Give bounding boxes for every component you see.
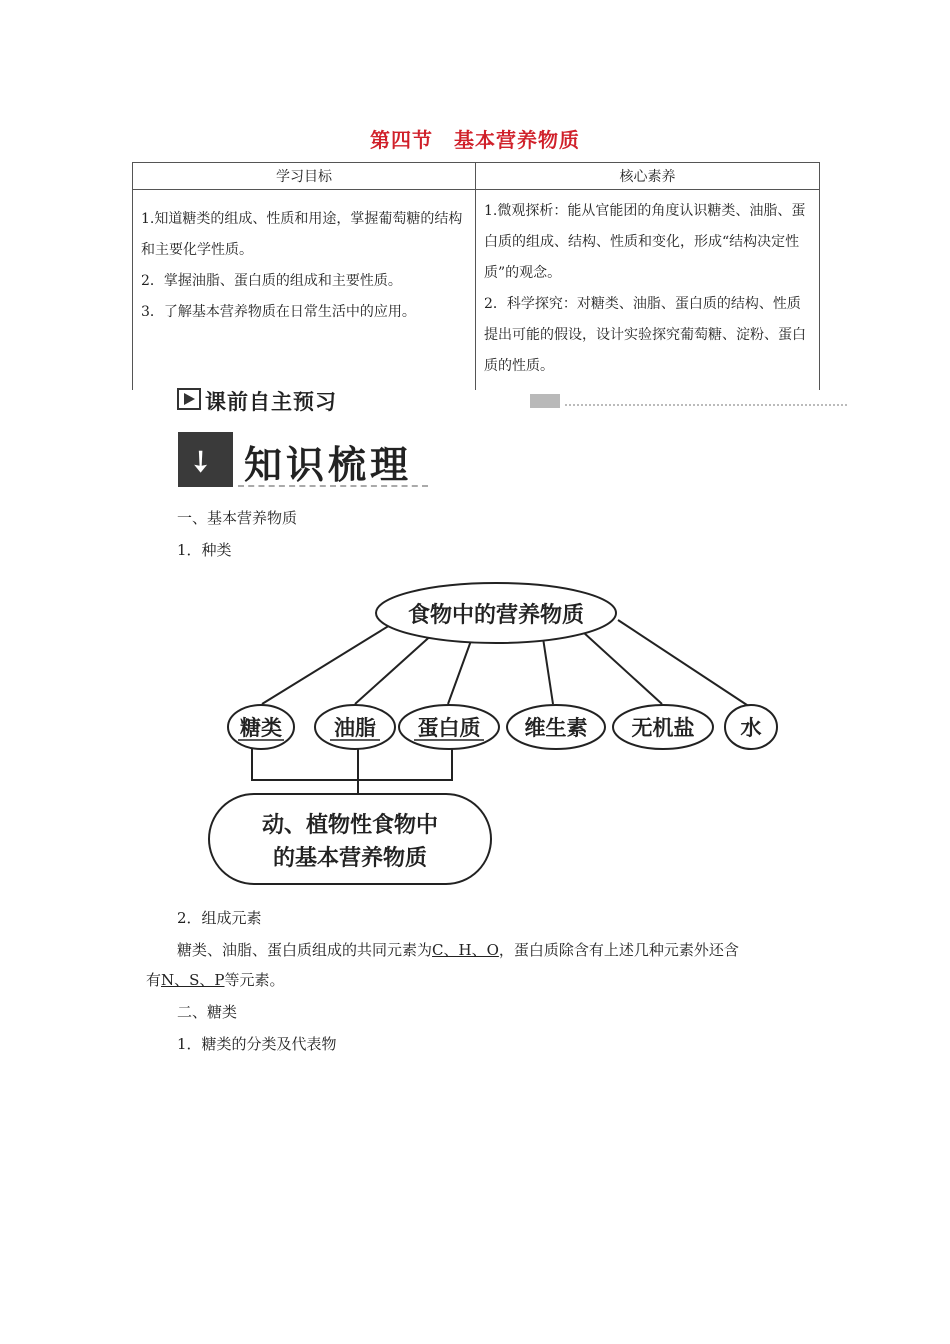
elements-answer: N、S、P	[161, 971, 225, 989]
child-label: 油脂	[334, 716, 376, 740]
heading-basic-nutrients: 一、基本营养物质	[177, 509, 298, 527]
heading-sugars: 二、糖类	[177, 1003, 238, 1021]
goal-item: 2．掌握油脂、蛋白质的组成和主要性质。	[141, 273, 402, 289]
knowledge-banner	[178, 430, 432, 492]
learning-goals-cell	[133, 190, 476, 391]
elements-text: 有	[146, 971, 162, 989]
child-label: 维生素	[524, 716, 588, 740]
banner-gray-block	[530, 394, 560, 408]
child-label: 糖类	[240, 716, 282, 740]
literacy-item: 1.微观探析：能从官能团的角度认识糖类、油脂、蛋白质的组成、结构、性质和变化，形成“结构决定性质”的观念。	[484, 203, 806, 281]
core-literacy-cell	[476, 190, 820, 391]
elements-text: 等元素。	[224, 971, 285, 989]
child-label: 蛋白质	[417, 716, 481, 740]
group-label-line2: 的基本营养物质	[272, 846, 428, 871]
banner-dashed-line	[238, 485, 428, 487]
section-banner-label: 课前自主预习	[205, 390, 337, 414]
elements-text: 糖类、油脂、蛋白质组成的共同元素为	[177, 941, 433, 959]
subheading-types: 1．种类	[177, 541, 232, 559]
group-label-line1: 动、植物性食物中	[261, 813, 439, 838]
arrow-box-icon: ➘	[178, 432, 233, 487]
nutrients-diagram	[0, 582, 950, 892]
subheading-elements: 2．组成元素	[177, 909, 262, 927]
goal-item: 1.知道糖类的组成、性质和用途，掌握葡萄糖的结构和主要化学性质。	[141, 211, 463, 258]
header-learning-goals: 学习目标	[133, 163, 476, 190]
objectives-table	[132, 162, 820, 390]
elements-text: ，蛋白质除含有上述几种元素外还含	[498, 941, 739, 959]
elements-paragraph-line2	[146, 968, 285, 992]
goal-item: 3．了解基本营养物质在日常生活中的应用。	[141, 304, 416, 320]
section-banner	[175, 384, 847, 414]
child-label: 无机盐	[631, 716, 695, 740]
knowledge-banner-label: 知识梳理	[244, 443, 413, 487]
literacy-item: 2．科学探究：对糖类、油脂、蛋白质的结构、性质提出可能的假设，设计实验探究葡萄糖、淀粉、蛋白质的性质。	[484, 296, 806, 374]
doc-title: 第四节 基本营养物质	[370, 128, 580, 152]
elements-paragraph-line1	[177, 938, 817, 962]
elements-answer: C、H、O	[432, 941, 499, 959]
play-arrow-icon	[177, 388, 201, 410]
child-label: 水	[740, 716, 762, 740]
header-core-literacy: 核心素养	[476, 163, 820, 190]
root-label: 食物中的营养物质	[407, 603, 585, 628]
subheading-sugar-classes: 1．糖类的分类及代表物	[177, 1035, 337, 1053]
banner-dotted-line	[565, 404, 847, 406]
